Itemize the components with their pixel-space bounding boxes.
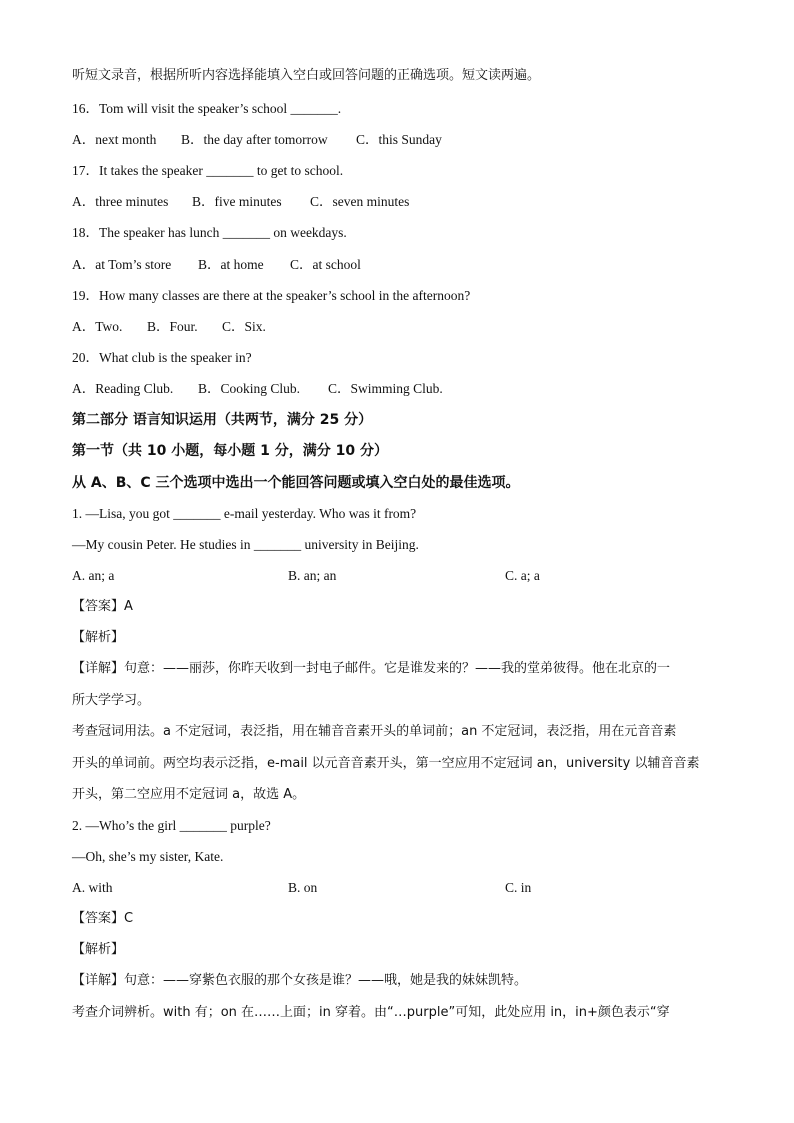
q16-option-c: C．this Sunday (356, 132, 442, 147)
q16-option-b: B．the day after tomorrow (181, 132, 328, 147)
q2-analysis-label: 【解析】 (72, 942, 125, 957)
section1-title: 第一节（共 10 小题，每小题 1 分，满分 10 分） (72, 443, 388, 459)
question-1-line1: 1. —Lisa, you got _______ e-mail yesterday. Who was it from? (72, 506, 417, 521)
q17-option-c: C．seven minutes (310, 194, 410, 209)
q19-option-b: B．Four. (147, 319, 198, 334)
q19-option-c: C．Six. (222, 319, 266, 334)
q1-answer (72, 598, 133, 616)
q16-option-a: A．next month (72, 132, 157, 147)
question-18: 18．The speaker has lunch _______ on weekdays. (72, 225, 347, 240)
answer-label: 【答案】A (72, 599, 133, 614)
q18-option-b: B．at home (198, 257, 264, 272)
question-19: 19．How many classes are there at the speaker’s school in the afternoon? (72, 288, 471, 303)
q1-detail-line1: 【详解】句意：——丽莎，你昨天收到一封电子邮件。它是谁发来的？——我的堂弟彼得。他在北京的一 (72, 661, 671, 676)
question-1-line2: —My cousin Peter. He studies in _______ university in Beijing. (72, 537, 419, 552)
q18-option-a: A．at Tom’s store (72, 257, 172, 272)
section1-instructions: 从 A、B、C 三个选项中选出一个能回答问题或填入空白处的最佳选项。 (72, 475, 520, 491)
q1-analysis-label: 【解析】 (72, 630, 125, 645)
q2-option-b: B. on (288, 880, 318, 895)
q17-option-a: A．three minutes (72, 194, 169, 209)
listening-instructions: 听短文录音，根据所听内容选择能填入空白或回答问题的正确选项。短文读两遍。 (72, 68, 541, 83)
q1-explanation-line3: 开头，第二空应用不定冠词 a，故选 A。 (72, 787, 306, 802)
q1-explanation-line2: 开头的单词前。两空均表示泛指，e-mail 以元音音素开头，第一空应用不定冠词 an，university 以辅音音素 (72, 756, 700, 771)
q2-option-a: A. with (72, 880, 113, 895)
q18-option-c: C．at school (290, 257, 361, 272)
question-20: 20．What club is the speaker in? (72, 350, 252, 365)
q17-option-b: B．five minutes (192, 194, 282, 209)
question-16: 16．Tom will visit the speaker’s school _______. (72, 101, 342, 116)
q1-explanation-line1: 考查冠词用法。a 不定冠词，表泛指，用在辅音音素开头的单词前；an 不定冠词，表泛指，用在元音音素 (72, 724, 677, 739)
question-2-line2: —Oh, she’s my sister, Kate. (72, 849, 224, 864)
q2-explanation-line1: 考查介词辨析。with 有；on 在……上面；in 穿着。由“…purple”可知，此处应用 in，in+颜色表示“穿 (72, 1005, 670, 1020)
q2-option-c: C. in (505, 880, 532, 895)
q1-option-b: B. an; an (288, 568, 337, 583)
part2-title: 第二部分 语言知识运用（共两节，满分 25 分） (72, 412, 373, 428)
question-17: 17．It takes the speaker _______ to get to school. (72, 163, 344, 178)
question-2-line1: 2. —Who’s the girl _______ purple? (72, 818, 271, 833)
q2-answer-label: 【答案】C (72, 911, 134, 926)
q20-option-a: A．Reading Club. (72, 381, 174, 396)
q20-option-b: B．Cooking Club. (198, 381, 301, 396)
q1-option-a: A. an; a (72, 568, 115, 583)
q1-detail-line2: 所大学学习。 (72, 693, 151, 708)
q20-option-c: C．Swimming Club. (328, 381, 443, 396)
q2-detail-line1: 【详解】句意：——穿紫色衣服的那个女孩是谁？——哦，她是我的妹妹凯特。 (72, 973, 528, 988)
q19-option-a: A．Two. (72, 319, 123, 334)
q1-option-c: C. a; a (505, 568, 540, 583)
